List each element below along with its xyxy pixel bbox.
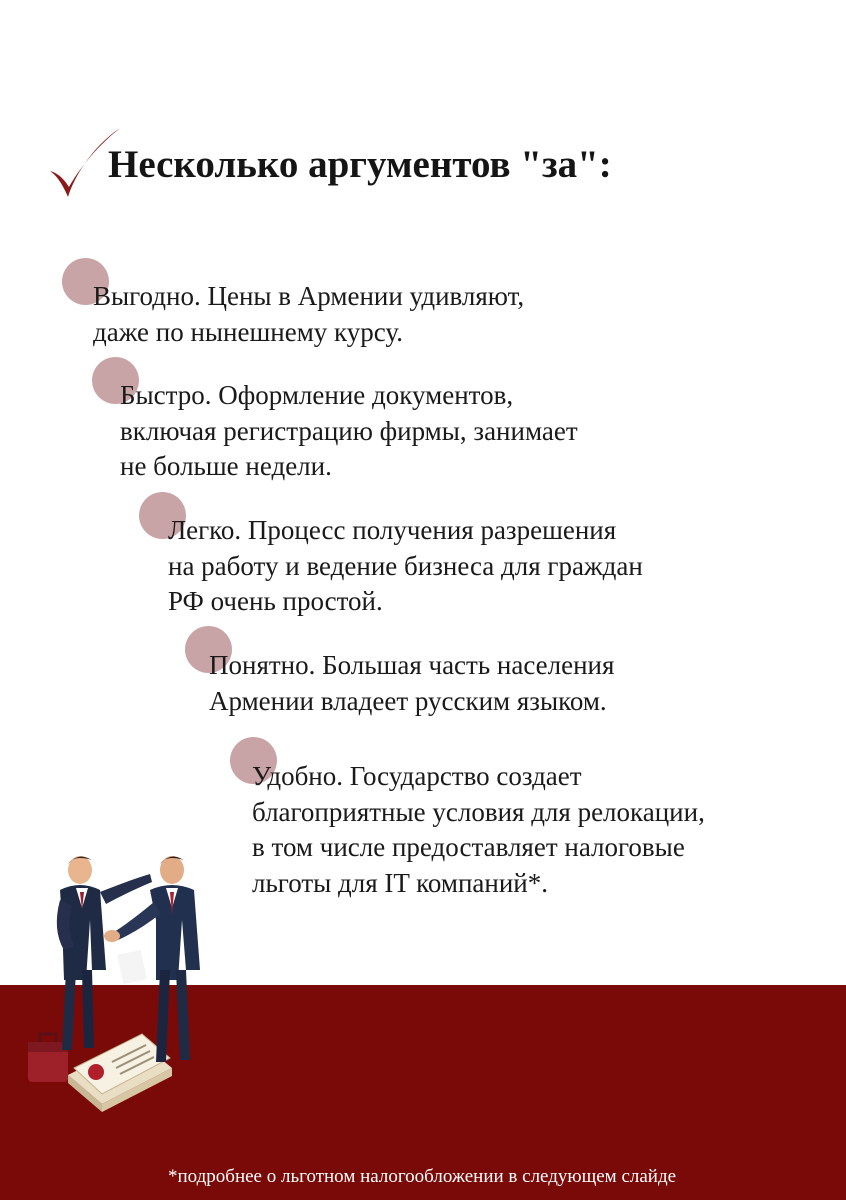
argument-text: Понятно. Большая часть населения Армении владеет русским языком.: [209, 650, 615, 716]
business-handshake-illustration: [20, 850, 220, 1120]
footnote: *подробнее о льготном налогообложении в следующем слайде: [168, 1166, 677, 1187]
page-title: Несколько аргументов "за":: [108, 143, 612, 186]
argument-text: Быстро. Оформление документов, включая регистрацию фирмы, занимает не больше недели.: [120, 380, 578, 481]
argument-text: Выгодно. Цены в Армении удивляют, даже по нынешнему курсу.: [93, 281, 525, 347]
argument-text: Удобно. Государство создает благоприятные условия для релокации, в том числе предоставляет налоговые льготы для IT компаний*.: [252, 761, 705, 898]
argument-text: Легко. Процесс получения разрешения на работу и ведение бизнеса для граждан РФ очень простой.: [168, 515, 643, 616]
page-header: [48, 125, 808, 205]
